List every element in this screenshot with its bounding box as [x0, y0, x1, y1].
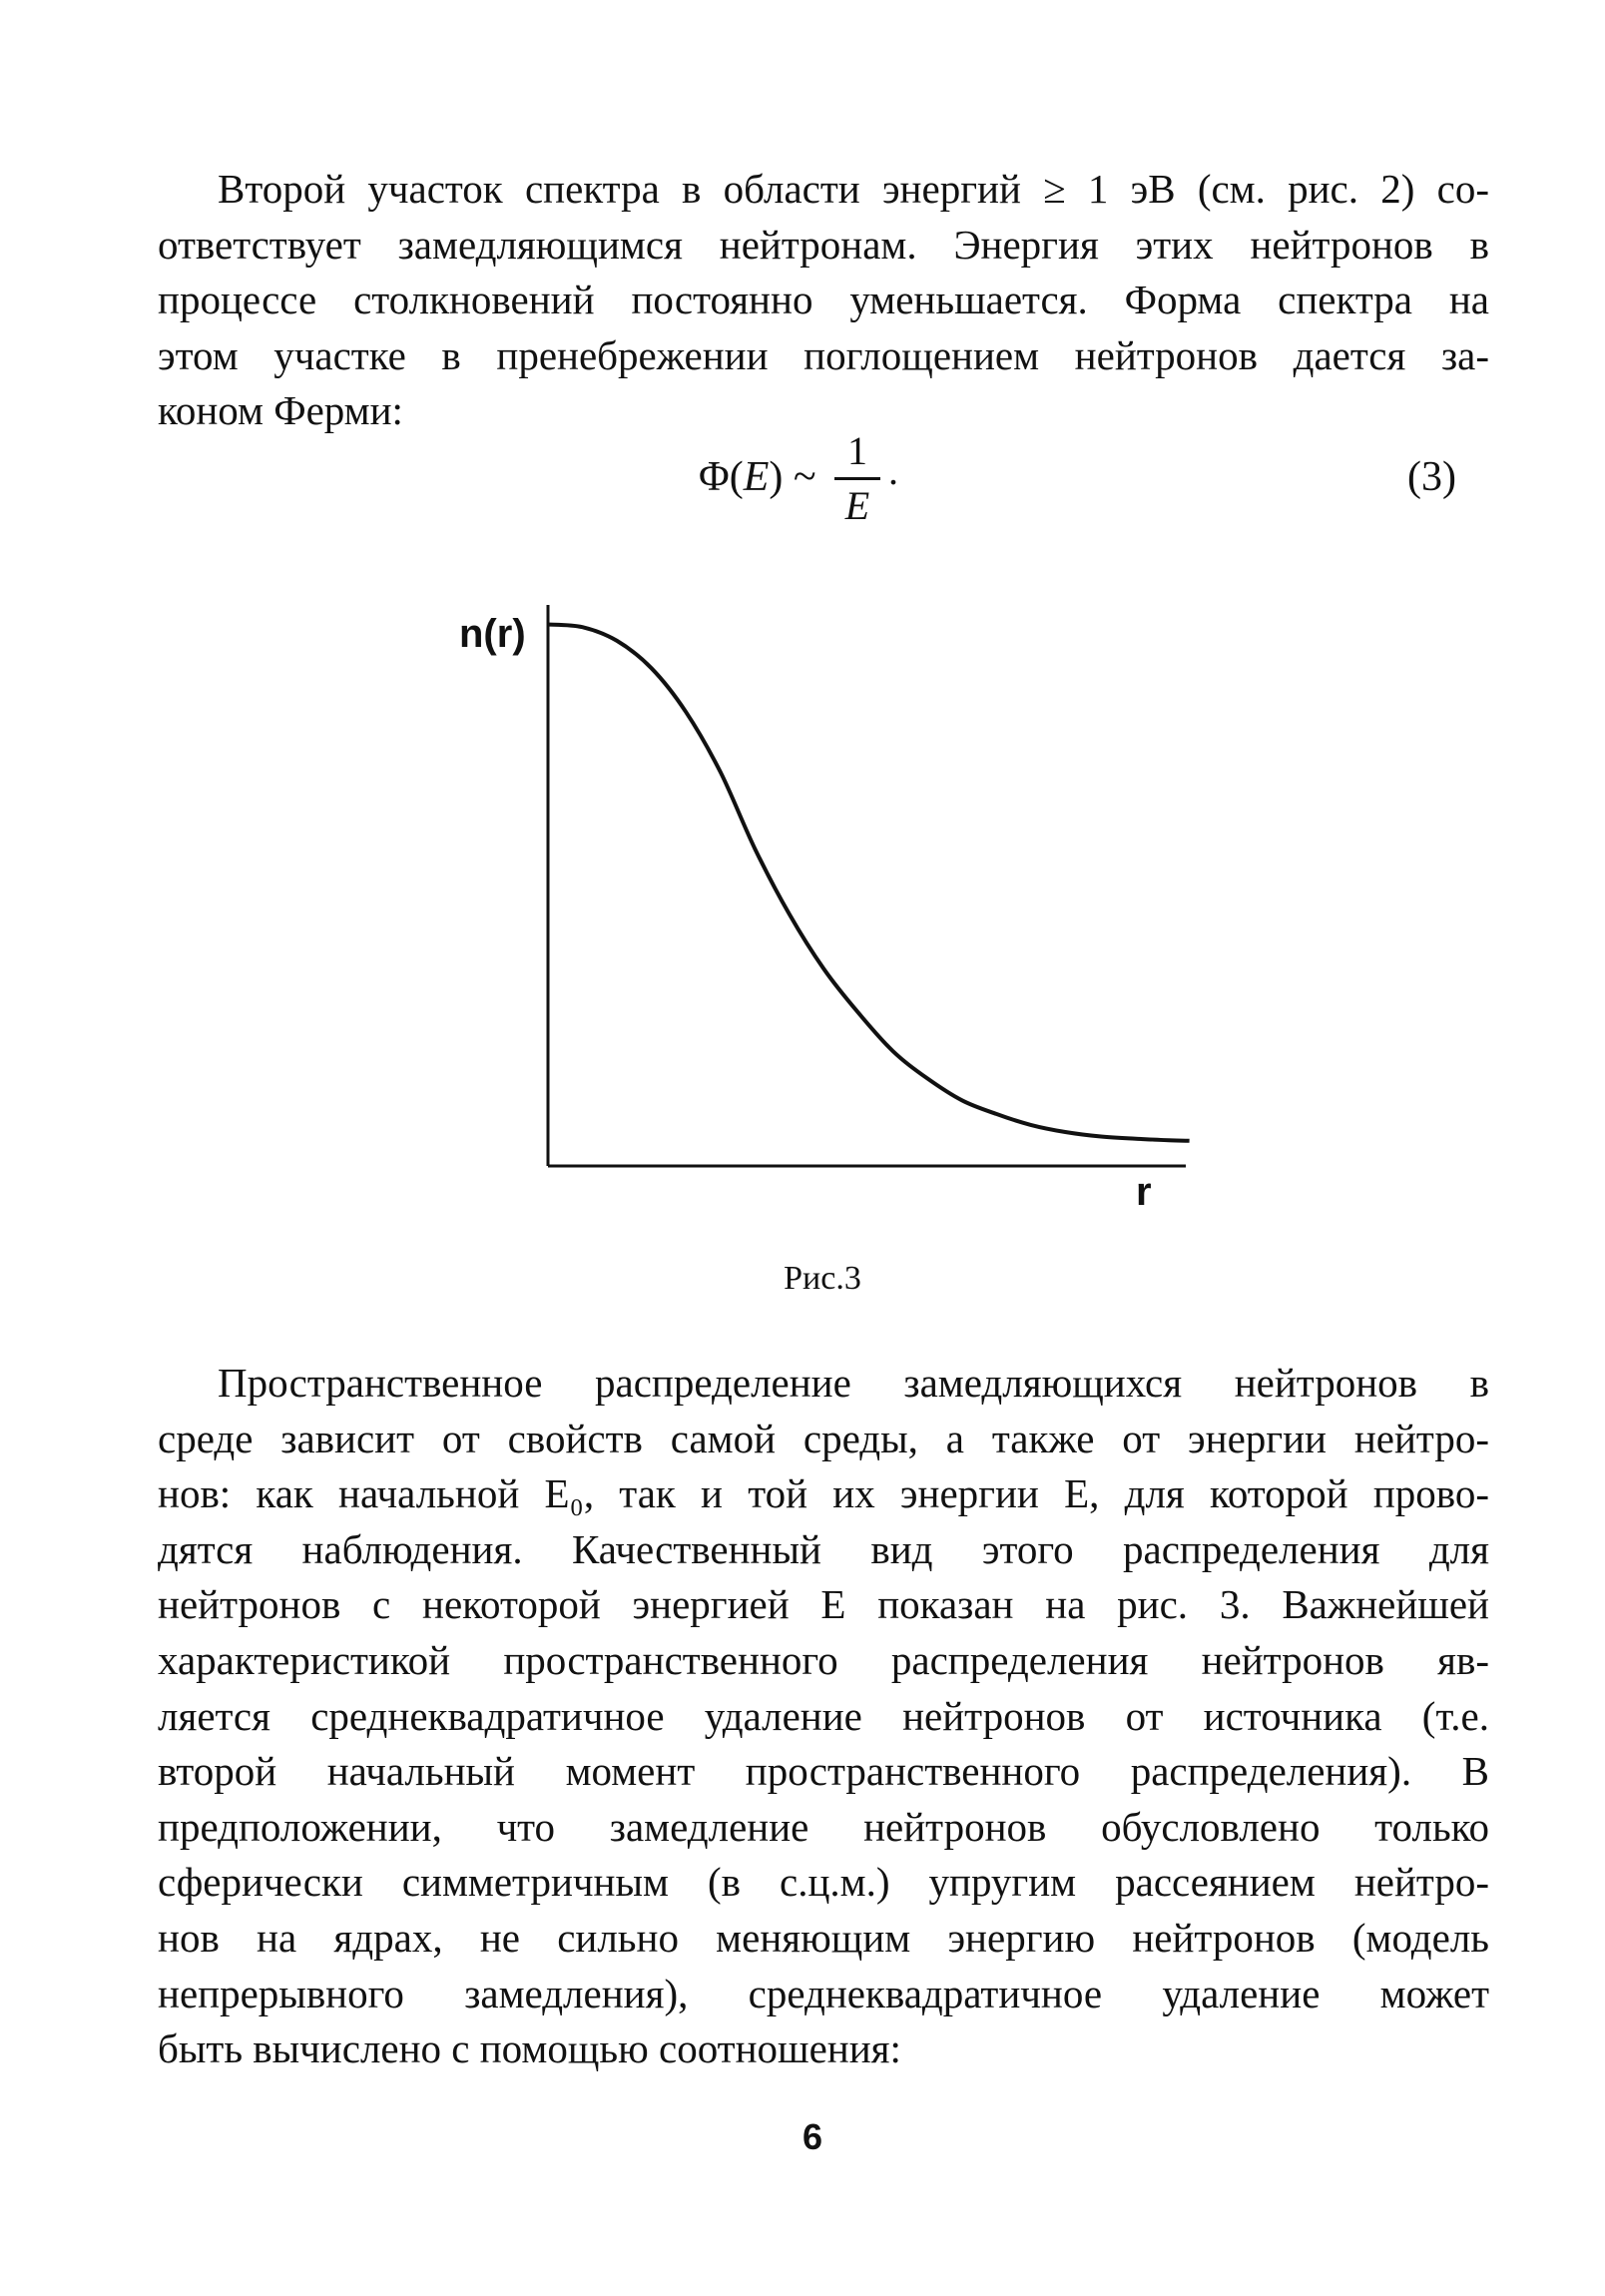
- equation-number: (3): [1407, 454, 1456, 500]
- fraction-numerator: 1: [847, 428, 867, 473]
- text-line: предположении, что замедление нейтронов обусловлено только: [158, 1803, 1489, 1850]
- text-line: процессе столкновений постоянно уменьшается. Форма спектра на: [158, 277, 1489, 323]
- paragraph-spatial-distribution: [158, 1356, 1489, 2077]
- text-line: нейтронов с некоторой энергией E показан на рис. 3. Важнейшей: [158, 1581, 1489, 1628]
- text-line: нов: как начальной E₀, так и той их энергии E, для которой прово-: [158, 1470, 1489, 1517]
- text-line: дятся наблюдения. Качественный вид этого распределения для: [158, 1525, 1489, 1572]
- text-line: ответствует замедляющимся нейтронам. Энергия этих нейтронов в: [158, 221, 1489, 268]
- text-line: среде зависит от свойств самой среды, а также от энергии нейтро-: [158, 1415, 1489, 1461]
- page-number: 6: [802, 2116, 823, 2157]
- text-line: непрерывного замедления), среднеквадратичное удаление может: [158, 1970, 1489, 2016]
- x-axis-label: r: [1136, 1170, 1152, 1214]
- text-line: ляется среднеквадратичное удаление нейтронов от источника (т.е.: [158, 1692, 1489, 1739]
- text-line: быть вычислено с помощью соотношения:: [158, 2025, 901, 2072]
- y-axis-label: n(r): [459, 612, 526, 656]
- series-line-n-r: [548, 625, 1190, 1141]
- text-line: этом участке в пренебрежении поглощением нейтронов дается за-: [158, 331, 1489, 378]
- text-line: сферически симметричным (в с.ц.м.) упругим рассеянием нейтро-: [158, 1859, 1489, 1906]
- equation-lhs: Φ(E) ~: [699, 454, 816, 500]
- text-line: Пространственное распределение замедляющихся нейтронов в: [218, 1360, 1489, 1406]
- text-line: коном Ферми:: [158, 387, 403, 434]
- fraction-denominator: E: [844, 483, 870, 528]
- text-line: характеристикой пространственного распределения нейтронов яв-: [158, 1636, 1489, 1683]
- text-line: второй начальный момент пространственного распределения). В: [158, 1748, 1489, 1795]
- text-line: нов на ядрах, не сильно меняющим энергию нейтронов (модель: [158, 1914, 1489, 1961]
- figure-caption: Рис.3: [784, 1260, 861, 1297]
- text-line: Второй участок спектра в области энергий ≥ 1 эВ (см. рис. 2) со-: [218, 166, 1489, 212]
- equation-period: .: [888, 448, 898, 493]
